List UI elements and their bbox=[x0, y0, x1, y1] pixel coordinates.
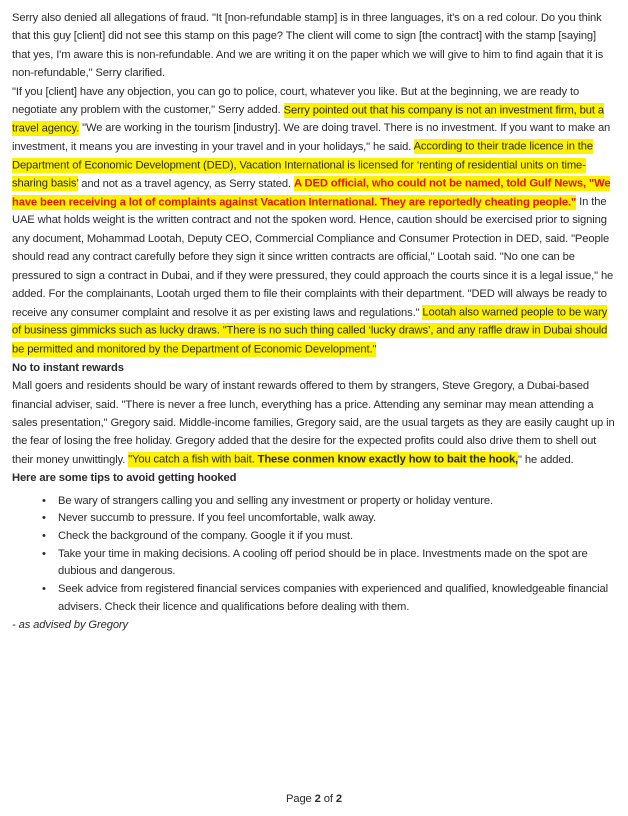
paragraph bbox=[12, 377, 615, 469]
page-footer bbox=[0, 793, 628, 805]
text-run: In the UAE what holds weight is the written contract and not the spoken word. Hence, caution should be exercised prior to signing any document, Mohammad Lootah, Deputy CEO, Commercial Compliance and Consumer Protection in DED, said. "People should read any contract carefully before they sign it since written contracts are official," Lootah said. "No one can be pressured to sign a contract in Dubai, and if they were pressured, they could approach the courts since it is a legal issue," he added. For the complainants, Lootah urged them to file their complaints with their department. "DED will always be ready to receive any consumer complaint and resolve it as per existing laws and regulations." bbox=[12, 196, 614, 319]
text-run: "If you [client] have any objection, you can go to police, court, whatever you like. But at the beginning, we are ready to negotiate any problem with the customer," Serry added. bbox=[12, 85, 580, 117]
page-number: 2 bbox=[314, 793, 321, 805]
text-run: "We are working in the tourism [industry]. We are doing travel. There is no investment. If you want to make an investment, it means you are investing in your travel and in your holidays," he said. bbox=[12, 122, 611, 153]
text-run: "You catch a fish with bait. bbox=[128, 453, 258, 466]
text-run: Serry pointed out that his company is not an investment firm, but a travel agency. bbox=[12, 104, 604, 135]
text-run: According to their trade licence in the Department of Economic Development (DED), Vacation International is licensed for ‘renting of residential units on time-sharing basis’ bbox=[12, 140, 593, 190]
text-run: Lootah also warned people to be wary of business gimmicks such as lucky draws. "There is no such thing called ‘lucky draws’, and any raffle draw in Dubai should be permitted and monitored by the Department of Economic Development." bbox=[12, 306, 608, 356]
text-run: These conmen know exactly how to bait the hook, bbox=[257, 453, 519, 466]
paragraph bbox=[12, 83, 615, 359]
text-run: and not as a travel agency, as Serry stated. bbox=[78, 177, 294, 190]
page-total: 2 bbox=[335, 793, 342, 805]
list-item: • Seek advice from registered financial services companies with experienced and qualified, knowledgeable financial advisers. Check their licence and qualifications before dealing with them. bbox=[58, 581, 615, 616]
text-run: " he added. bbox=[518, 453, 574, 466]
section-heading: No to instant rewards bbox=[12, 361, 124, 374]
paragraph bbox=[12, 9, 615, 83]
tips-list bbox=[12, 493, 615, 617]
paragraph bbox=[12, 616, 615, 634]
page-footer-label: Page bbox=[286, 793, 312, 805]
list-item: • Never succumb to pressure. If you feel uncomfortable, walk away. bbox=[58, 510, 615, 528]
list-item: • Check the background of the company. Google it if you must. bbox=[58, 528, 615, 546]
text-run: Serry also denied all allegations of fraud. "It [non-refundable stamp] is in three languages, it's on a red colour. Do you think that this guy [client] did not see this stamp on this page? The client will come to sign [the contract] with the stamp [saying] that yes, I'm aware this is non-refundable. And we are writing it on the paper which we will give to him to find again that it is non-refundable," Serry clarified. bbox=[12, 12, 604, 80]
text-run: A DED official, who could not be named, told Gulf News, "We have been receiving a lot of complaints against Vacation International. They are reportedly cheating people." bbox=[12, 177, 611, 209]
text-run: - as advised by Gregory bbox=[12, 619, 129, 632]
page-footer-of-label: of bbox=[323, 793, 333, 805]
text-run: Mall goers and residents should be wary of instant rewards offered to them by strangers, Steve Gregory, a Dubai-based financial adviser, said. "There is never a free lunch, everything has a price. Attending any seminar may mean attending a sales presentation," Gregory said. Middle-income families, Gregory said, are the usual targets as they are easily caught up in the fear of losing the free holiday. Gregory added that the desire for the expected profits could also drive them to shell out their money unwittingly. bbox=[12, 380, 615, 466]
section-heading: Here are some tips to avoid getting hooked bbox=[12, 472, 237, 485]
list-item: • Be wary of strangers calling you and selling any investment or property or holiday venture. bbox=[58, 493, 615, 511]
list-item: • Take your time in making decisions. A cooling off period should be in place. Investments made on the spot are dubious and dangerous. bbox=[58, 546, 615, 581]
